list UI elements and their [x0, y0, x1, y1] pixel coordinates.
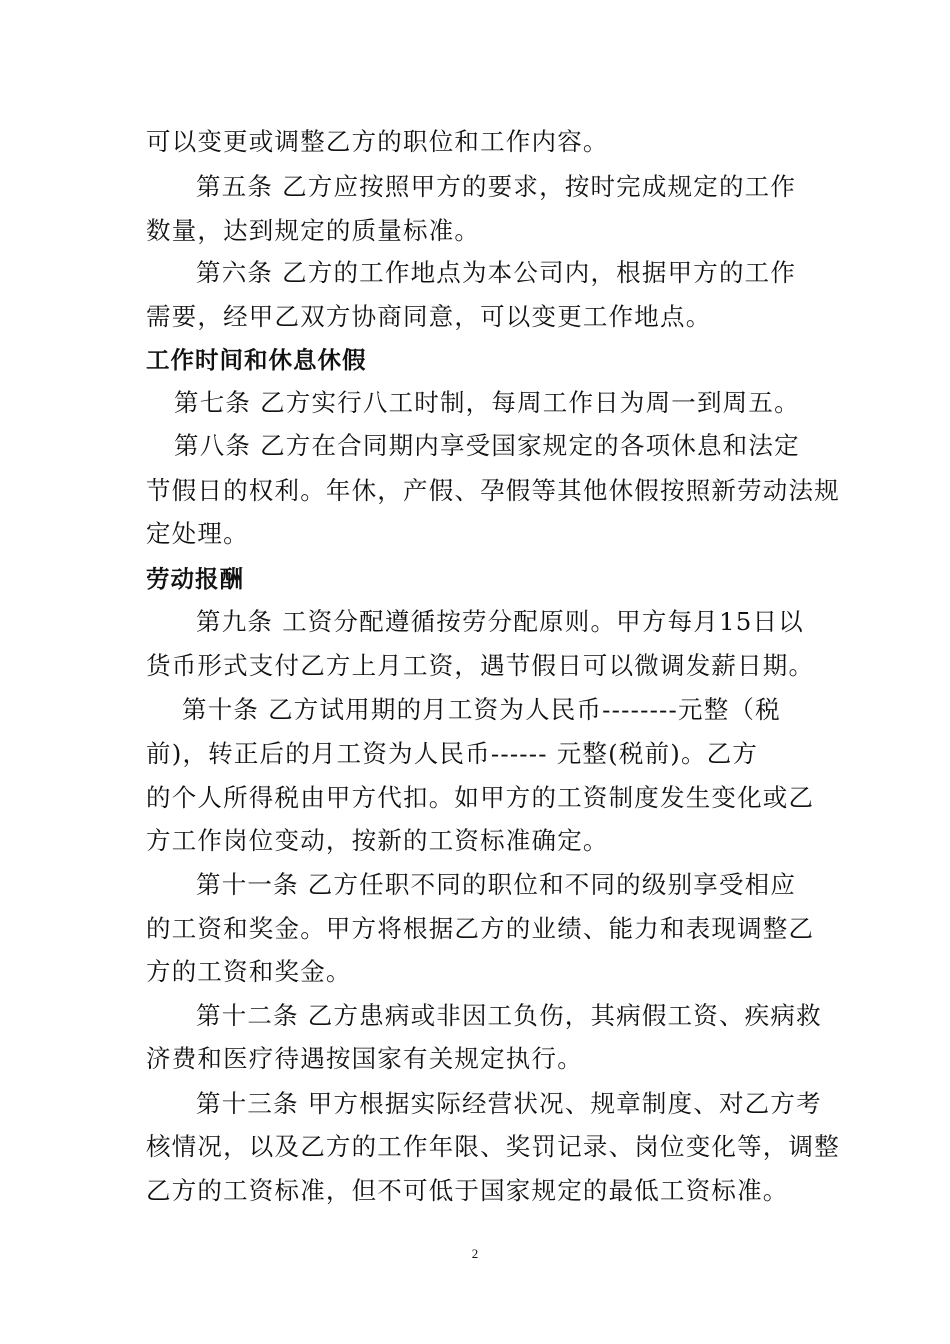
- article-12-line-2: 济费和医疗待遇按国家有关规定执行。: [146, 1044, 583, 1073]
- article-10-line-1: 第十条 乙方试用期的月工资为人民币--------元整（税: [182, 695, 781, 724]
- article-5-line-1: 第五条 乙方应按照甲方的要求，按时完成规定的工作: [196, 172, 797, 201]
- article-11-line-1: 第十一条 乙方任职不同的职位和不同的级别享受相应: [196, 870, 797, 899]
- article-12-line-1: 第十二条 乙方患病或非因工负伤，其病假工资、疾病救: [196, 1001, 822, 1030]
- article-7-line: 第七条 乙方实行八工时制，每周工作日为周一到周五。: [174, 388, 800, 417]
- page-number: 2: [471, 1246, 479, 1261]
- article-13-line-2: 核情况，以及乙方的工作年限、奖罚记录、岗位变化等，调整: [146, 1132, 840, 1161]
- article-13-line-3: 乙方的工资标准，但不可低于国家规定的最低工资标准。: [146, 1176, 789, 1205]
- article-11-line-3: 方的工资和奖金。: [146, 957, 352, 986]
- article-10-line-2: 前)，转正后的月工资为人民币------ 元整(税前)。乙方: [146, 739, 759, 768]
- article-9-line-1: 第九条 工资分配遵循按劳分配原则。甲方每月15日以: [196, 607, 804, 636]
- section-heading-working-hours: 工作时间和休息休假: [146, 346, 367, 374]
- article-6-line-1: 第六条 乙方的工作地点为本公司内，根据甲方的工作: [196, 258, 797, 287]
- article-5-line-2: 数量，达到规定的质量标准。: [146, 216, 481, 245]
- article-8-line-1: 第八条 乙方在合同期内享受国家规定的各项休息和法定: [174, 431, 800, 460]
- article-8-line-3: 定处理。: [146, 519, 249, 548]
- article-9-line-2: 货币形式支付乙方上月工资，遇节假日可以微调发薪日期。: [146, 651, 815, 680]
- article-13-line-1: 第十三条 甲方根据实际经营状况、规章制度、对乙方考: [196, 1089, 822, 1118]
- article-11-line-2: 的工资和奖金。甲方将根据乙方的业绩、能力和表现调整乙: [146, 914, 815, 943]
- article-10-line-4: 方工作岗位变动，按新的工资标准确定。: [146, 826, 609, 855]
- body-line: 可以变更或调整乙方的职位和工作内容。: [146, 127, 609, 156]
- section-heading-remuneration: 劳动报酬: [146, 565, 244, 593]
- article-8-line-2: 节假日的权利。年休，产假、孕假等其他休假按照新劳动法规: [146, 476, 840, 505]
- article-6-line-2: 需要，经甲乙双方协商同意，可以变更工作地点。: [146, 302, 712, 331]
- article-10-line-3: 的个人所得税由甲方代扣。如甲方的工资制度发生变化或乙: [146, 783, 815, 812]
